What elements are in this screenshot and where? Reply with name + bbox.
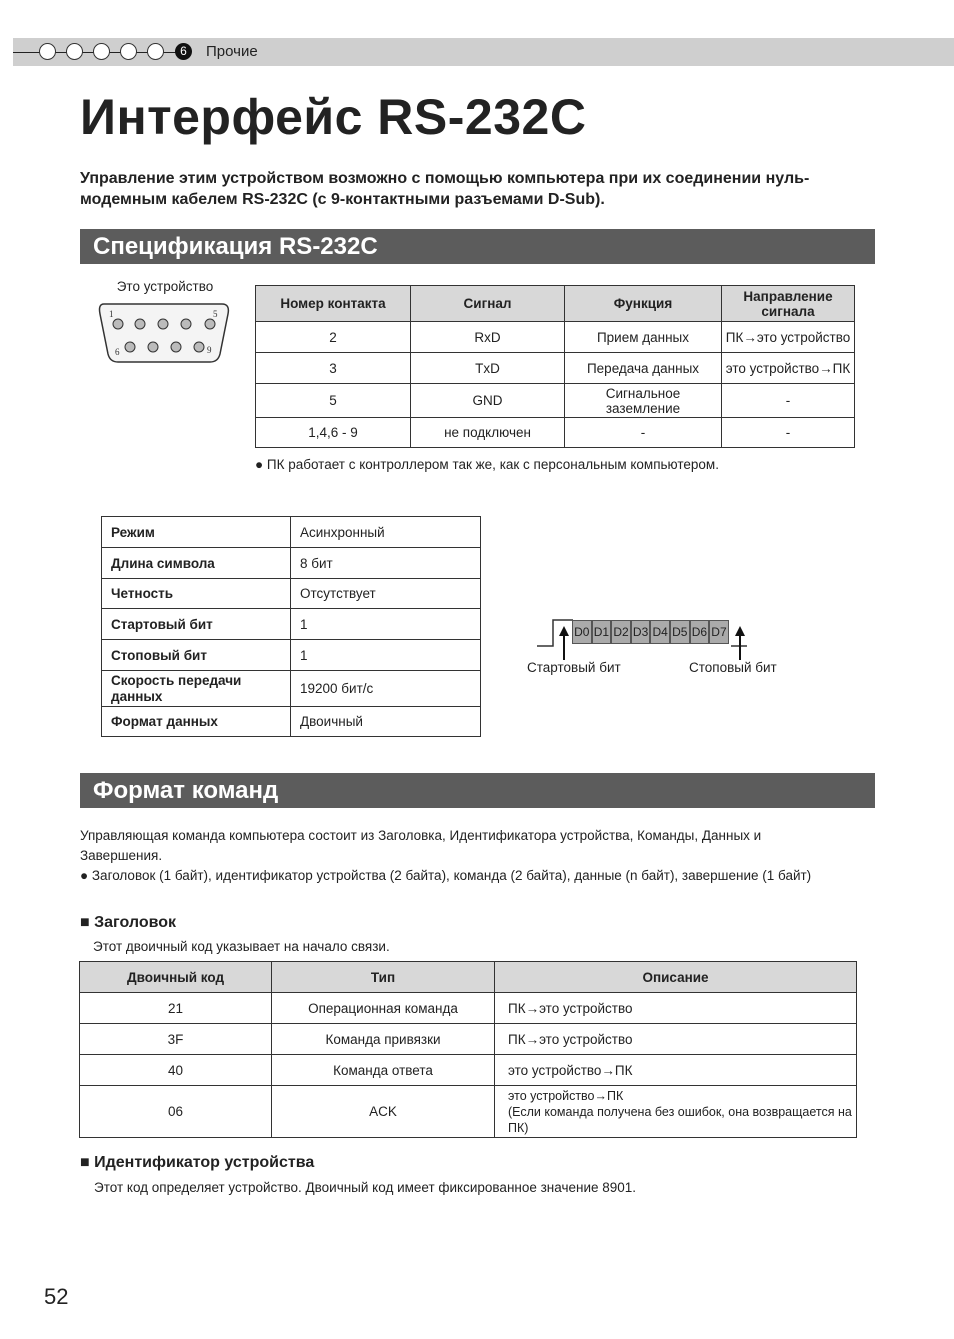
pin-6-label: 6: [115, 347, 120, 357]
bit-diagram: [527, 618, 787, 688]
table-cell: ПК→это устройство: [722, 322, 855, 353]
table-cell: -: [565, 418, 722, 448]
table-row: [256, 384, 855, 418]
start-bit-label: Стартовый бит: [527, 660, 621, 675]
pin-1-label: 1: [109, 309, 114, 319]
table-row: [80, 1024, 857, 1055]
table-cell: Описание: [495, 962, 857, 993]
chapter-bar: [13, 38, 954, 66]
table-cell: Двоичный код: [80, 962, 272, 993]
device-id-subtitle: ■ Идентификатор устройства: [80, 1154, 315, 1171]
table-cell: RxD: [411, 322, 565, 353]
table-cell: 3: [256, 353, 411, 384]
table-cell: 40: [80, 1055, 272, 1086]
table-cell: ACK: [272, 1086, 495, 1138]
table-cell: ПК→это устройство: [495, 993, 857, 1024]
header-desc: Этот двоичный код указывает на начало связи.: [93, 939, 390, 954]
table-row: [80, 993, 857, 1024]
table-cell: Операционная команда: [272, 993, 495, 1024]
command-bullet: ● Заголовок (1 байт), идентификатор устройства (2 байта), команда (2 байта), данные (n байт), завершение (1 байт): [80, 868, 812, 883]
table-cell: это устройство→ПК: [495, 1055, 857, 1086]
header-subtitle: ■ Заголовок: [80, 914, 176, 931]
table-cell: Асинхронный: [291, 517, 481, 548]
col-header: Сигнал: [411, 286, 565, 322]
bit-cell: D6: [690, 620, 710, 644]
table-cell: это устройство→ПК: [722, 353, 855, 384]
table-cell: 2: [256, 322, 411, 353]
chapter-number: 6: [175, 43, 192, 60]
table-cell: не подключен: [411, 418, 565, 448]
connector-label: Это устройство: [116, 279, 214, 294]
settings-table: [101, 516, 481, 737]
table-cell: 1,4,6 - 9: [256, 418, 411, 448]
page-number: 52: [44, 1284, 69, 1309]
table-cell: Прием данных: [565, 322, 722, 353]
pin-9-label: 9: [207, 345, 212, 355]
chapter-label: Прочие: [206, 43, 258, 60]
table-row: [256, 353, 855, 384]
stop-bit-label: Стоповый бит: [689, 660, 777, 675]
table-row: [256, 418, 855, 448]
bit-cell: D4: [650, 620, 670, 644]
table-cell: ПК→это устройство: [495, 1024, 857, 1055]
col-header: Функция: [565, 286, 722, 322]
section-command-format: Формат команд: [80, 773, 875, 808]
table-cell: GND: [411, 384, 565, 418]
pin-note: ● ПК работает с контроллером так же, как с персональным компьютером.: [255, 457, 719, 472]
table-cell: Длина символа: [102, 548, 291, 579]
table-cell: Режим: [102, 517, 291, 548]
table-cell: 1: [291, 609, 481, 640]
table-cell: 1: [291, 640, 481, 671]
table-row: [80, 1086, 857, 1138]
page-title: Интерфейс RS-232C: [80, 89, 587, 145]
command-text: Управляющая команда компьютера состоит из Заголовка, Идентификатора устройства, Команды, Данных и Завершения.: [80, 828, 762, 863]
dsub-connector-icon: [96, 300, 232, 366]
bit-cell: D2: [611, 620, 631, 644]
table-cell: 5: [256, 384, 411, 418]
table-cell: Стартовый бит: [102, 609, 291, 640]
col-header: Направление сигнала: [722, 286, 855, 322]
table-row: [80, 1055, 857, 1086]
bit-cell: D5: [670, 620, 690, 644]
table-cell: Четность: [102, 579, 291, 609]
bit-cell: D3: [631, 620, 651, 644]
table-cell: Стоповый бит: [102, 640, 291, 671]
table-cell: Скорость передачи данных: [102, 671, 291, 707]
table-cell: Двоичный: [291, 707, 481, 737]
table-cell: TxD: [411, 353, 565, 384]
table-cell: 21: [80, 993, 272, 1024]
bit-cell: D7: [709, 620, 729, 644]
data-bits: [572, 620, 729, 644]
pin-5-label: 5: [213, 309, 218, 319]
table-cell: Команда привязки: [272, 1024, 495, 1055]
section-spec: Спецификация RS-232C: [80, 229, 875, 264]
intro-text: Управление этим устройством возможно с помощью компьютера при их соединении нуль-модемным кабелем RS-232C (с 9-контактными разъемами D-Sub).: [80, 170, 810, 208]
table-cell: 3F: [80, 1024, 272, 1055]
table-cell: 19200 бит/с: [291, 671, 481, 707]
table-cell: Передача данных: [565, 353, 722, 384]
table-cell: Формат данных: [102, 707, 291, 737]
table-cell: Сигнальное заземление: [565, 384, 722, 418]
bit-cell: D0: [572, 620, 592, 644]
pin-table: [255, 285, 855, 448]
table-cell: Отсутствует: [291, 579, 481, 609]
header-table: [79, 961, 857, 1138]
table-cell: Тип: [272, 962, 495, 993]
table-cell: 06: [80, 1086, 272, 1138]
device-id-desc: Этот код определяет устройство. Двоичный код имеет фиксированное значение 8901.: [94, 1180, 637, 1195]
table-row: [256, 322, 855, 353]
bit-cell: D1: [592, 620, 612, 644]
table-cell: -: [722, 384, 855, 418]
table-cell: -: [722, 418, 855, 448]
table-cell: это устройство→ПК (Если команда получена без ошибок, она возвращается на ПК): [495, 1086, 857, 1138]
table-cell: 8 бит: [291, 548, 481, 579]
col-header: Номер контакта: [256, 286, 411, 322]
table-cell: Команда ответа: [272, 1055, 495, 1086]
